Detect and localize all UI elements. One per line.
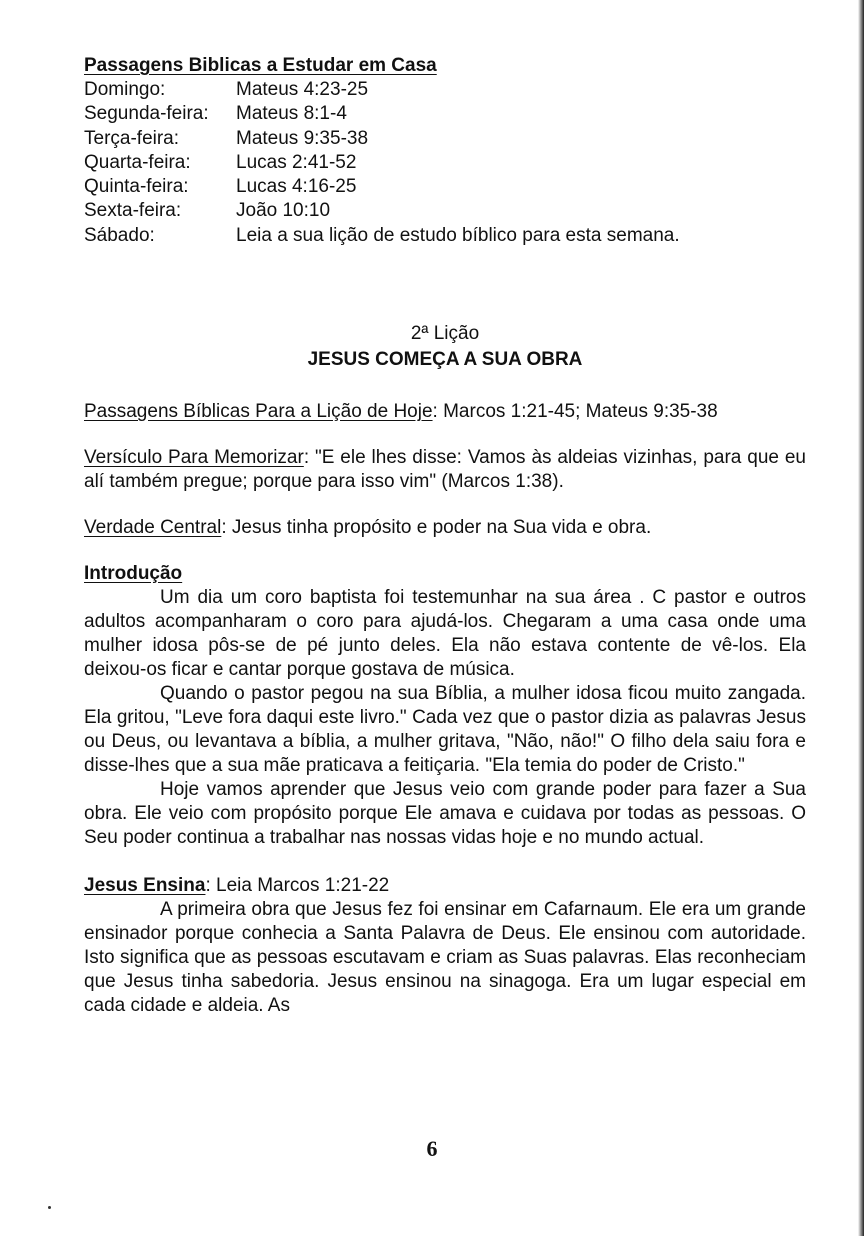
schedule-reference: Mateus 4:23-25 — [236, 79, 369, 100]
jesus-teaches-label: Jesus Ensina — [84, 875, 206, 897]
memory-verse-text: : "E ele lhes disse: Vamos às aldeias vizinhas, para que eu alí também pregue; porque para isso vim" (Marcos 1:38). — [84, 447, 806, 493]
schedule-reference: Mateus 8:1-4 — [236, 103, 347, 125]
jesus-teaches-text: : Leia Marcos 1:21-22 — [205, 875, 390, 897]
schedule-reference: Leia a sua lição de estudo bíblico para esta semana. — [236, 224, 680, 246]
schedule-reference: Lucas 4:16-25 — [236, 176, 357, 198]
introduction-paragraph: Hoje vamos aprender que Jesus veio com grande poder para fazer a Sua obra. Ele veio com propósito porque Ele amava e cuidava por todas as pessoas. O Seu poder continua a trabalhar nas nossas vidas hoje e no mundo actual. — [84, 779, 806, 849]
schedule-reference: Lucas 2:41-52 — [236, 151, 357, 173]
home-study-schedule — [84, 78, 806, 248]
schedule-day: Sexta-feira: — [84, 200, 182, 222]
schedule-day: Quarta-feira: — [84, 151, 191, 173]
schedule-day: Quinta-feira: — [84, 176, 189, 198]
passages-text: : Marcos 1:21-45; Mateus 9:35-38 — [432, 401, 718, 423]
schedule-day: Segunda-feira: — [84, 103, 209, 125]
central-truth — [84, 516, 806, 540]
scan-edge-shadow — [858, 0, 864, 1236]
passages-line — [84, 400, 806, 424]
introduction-paragraph: Um dia um coro baptista foi testemunhar na sua área . C pastor e outros adultos acompanharam o coro para ajudá-los. Chegaram a uma casa onde uma mulher idosa pôs-se de pé junto deles. Ela não estava contente de vê-los. Ela deixou-os ficar e cantar porque gostava de música. — [84, 587, 806, 681]
schedule-day: Sábado: — [84, 224, 155, 246]
introduction-paragraph: Quando o pastor pegou na sua Bíblia, a mulher idosa ficou muito zangada. Ela gritou, "Leve fora daqui este livro." Cada vez que o pastor dizia as palavras Jesus ou Deus, ou levantava a bíblia, a mulher gritava, "Não, não!" O filho dela saiu fora e disse-lhes que a sua mãe praticava a feitiçaria. "Ela temia do poder de Cristo." — [84, 683, 806, 777]
memory-verse — [84, 446, 806, 494]
document-page — [84, 54, 806, 1018]
schedule-reference: Mateus 9:35-38 — [236, 127, 369, 149]
home-study-heading: Passagens Biblicas a Estudar em Casa — [84, 55, 437, 76]
introduction-heading: Introdução — [84, 563, 183, 585]
scan-speck — [48, 1206, 51, 1209]
lesson-number: 2ª Lição — [410, 323, 480, 345]
jesus-teaches-paragraph: A primeira obra que Jesus fez foi ensinar em Cafarnaum. Ele era um grande ensinador porque conhecia a Santa Palavra de Deus. Ele ensinou com autoridade. Isto significa que as pessoas escutavam e criam as Suas palavras. Elas reconheciam que Jesus tinha sabedoria. Jesus ensinou na sinagoga. Era um lugar especial em cada cidade e aldeia. As — [84, 899, 806, 1017]
passages-label: Passagens Bíblicas Para a Lição de Hoje — [84, 401, 433, 423]
schedule-day: Domingo: — [84, 79, 166, 100]
memory-verse-label: Versículo Para Memorizar — [84, 447, 304, 469]
schedule-day: Terça-feira: — [84, 127, 180, 149]
lesson-title: JESUS COMEÇA A SUA OBRA — [307, 349, 583, 371]
jesus-teaches-line — [84, 874, 806, 898]
central-truth-label: Verdade Central — [84, 517, 222, 539]
central-truth-text: : Jesus tinha propósito e poder na Sua vida e obra. — [221, 517, 652, 539]
schedule-reference: João 10:10 — [236, 200, 331, 222]
page-number: 6 — [426, 1136, 438, 1161]
